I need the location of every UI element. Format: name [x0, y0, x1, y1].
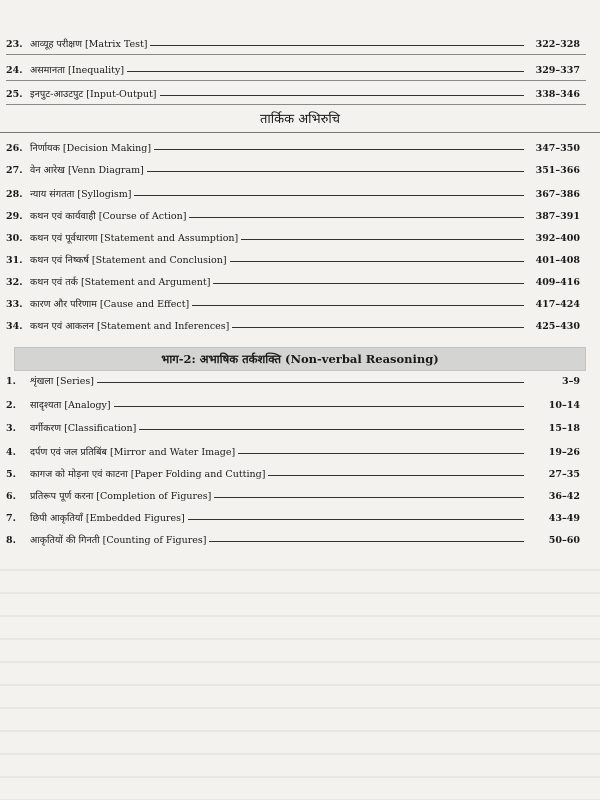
toc-entry-number: 29.	[6, 211, 23, 222]
toc-entry-number: 33.	[6, 299, 23, 310]
toc-entry-pages: 401–408	[533, 252, 580, 270]
toc-entry-title: कथन एवं कार्यवाही [Course of Action]	[30, 208, 189, 226]
toc-entry[interactable]	[6, 36, 586, 55]
toc-entry-number: 4.	[6, 447, 16, 458]
toc-entry[interactable]	[6, 466, 586, 484]
toc-entry[interactable]	[6, 186, 586, 204]
toc-entry-title: असमानता [Inequality]	[30, 62, 127, 80]
toc-entry[interactable]	[6, 296, 586, 314]
toc-entry-pages: 387–391	[533, 208, 580, 226]
toc-entry-title: कथन एवं पूर्वधारणा [Statement and Assumption]	[30, 230, 241, 248]
toc-entry-pages: 338–346	[533, 86, 580, 104]
toc-entry-title: वेन आरेख [Venn Diagram]	[30, 162, 147, 180]
toc-entry[interactable]	[6, 162, 586, 180]
toc-entry-number: 23.	[6, 39, 23, 50]
toc-entry[interactable]	[6, 62, 586, 81]
toc-entry[interactable]	[6, 532, 586, 550]
toc-entry-number: 30.	[6, 233, 23, 244]
toc-entry-title: सादृश्यता [Analogy]	[30, 397, 114, 415]
toc-entry[interactable]	[6, 86, 586, 105]
toc-entry-pages: 347–350	[533, 140, 580, 158]
toc-entry-title: छिपी आकृतियाँ [Embedded Figures]	[30, 510, 188, 528]
toc-entry-pages: 19–26	[546, 444, 580, 462]
section-heading-logical-aptitude	[0, 108, 600, 133]
toc-entry[interactable]	[6, 252, 586, 270]
toc-entry-number: 32.	[6, 277, 23, 288]
toc-entry-title: आकृतियों की गिनती [Counting of Figures]	[30, 532, 209, 550]
toc-entry-number: 1.	[6, 376, 16, 387]
toc-entry-title: कथन एवं निष्कर्ष [Statement and Conclusion]	[30, 252, 230, 270]
toc-entry-number: 34.	[6, 321, 23, 332]
toc-entry[interactable]	[6, 318, 586, 336]
toc-entry-pages: 367–386	[533, 186, 580, 204]
dot-leader-line	[30, 382, 524, 383]
toc-entry-title: इनपुट-आउटपुट [Input-Output]	[30, 86, 160, 104]
toc-entry-number: 8.	[6, 535, 16, 546]
toc-entry-title: कारण और परिणाम [Cause and Effect]	[30, 296, 192, 314]
toc-entry-title: कथन एवं आकलन [Statement and Inferences]	[30, 318, 232, 336]
toc-entry[interactable]	[6, 397, 586, 415]
toc-entry[interactable]	[6, 420, 586, 438]
toc-entry-title: आव्यूह परीक्षण [Matrix Test]	[30, 36, 150, 54]
toc-entry-pages: 329–337	[533, 62, 580, 80]
toc-entry-number: 24.	[6, 65, 23, 76]
toc-entry[interactable]	[6, 444, 586, 462]
toc-entry-title: दर्पण एवं जल प्रतिबिंब [Mirror and Water Image]	[30, 444, 238, 462]
toc-entry-pages: 15–18	[546, 420, 580, 438]
toc-entry[interactable]	[6, 140, 586, 158]
toc-entry-pages: 392–400	[533, 230, 580, 248]
toc-entry-pages: 43–49	[546, 510, 580, 528]
toc-entry-pages: 425–430	[533, 318, 580, 336]
toc-entry-pages: 36–42	[546, 488, 580, 506]
toc-entry-pages: 351–366	[533, 162, 580, 180]
toc-entry-pages: 322–328	[533, 36, 580, 54]
toc-entry-number: 27.	[6, 165, 23, 176]
toc-entry-title: कथन एवं तर्क [Statement and Argument]	[30, 274, 213, 292]
toc-entry-pages: 27–35	[546, 466, 580, 484]
toc-entry[interactable]	[6, 373, 586, 391]
toc-entry-title: न्याय संगतता [Syllogism]	[30, 186, 134, 204]
toc-entry-pages: 417–424	[533, 296, 580, 314]
toc-entry-number: 31.	[6, 255, 23, 266]
toc-entry[interactable]	[6, 208, 586, 226]
toc-entry-number: 5.	[6, 469, 16, 480]
toc-entry-number: 3.	[6, 423, 16, 434]
toc-entry-title: प्रतिरूप पूर्ण करना [Completion of Figures]	[30, 488, 214, 506]
toc-entry[interactable]	[6, 274, 586, 292]
section-heading-text: तार्किक अभिरुचि	[259, 112, 341, 127]
toc-entry-number: 25.	[6, 89, 23, 100]
toc-entry-pages: 3–9	[559, 373, 580, 391]
toc-entry-number: 2.	[6, 400, 16, 411]
toc-entry-pages: 10–14	[546, 397, 580, 415]
section-heading-text: भाग-2: अभाषिक तर्कशक्ति (Non-verbal Reasoning)	[161, 352, 439, 366]
toc-entry-title: कागज को मोड़ना एवं काटना [Paper Folding and Cutting]	[30, 466, 268, 484]
toc-entry-number: 6.	[6, 491, 16, 502]
toc-entry-title: शृंखला [Series]	[30, 373, 97, 391]
toc-entry-pages: 50–60	[546, 532, 580, 550]
toc-entry-number: 7.	[6, 513, 16, 524]
toc-entry[interactable]	[6, 488, 586, 506]
toc-entry-number: 28.	[6, 189, 23, 200]
section-heading-non-verbal	[14, 347, 586, 371]
toc-entry-number: 26.	[6, 143, 23, 154]
toc-entry[interactable]	[6, 230, 586, 248]
toc-entry-pages: 409–416	[533, 274, 580, 292]
toc-entry[interactable]	[6, 510, 586, 528]
toc-entry-title: निर्णायक [Decision Making]	[30, 140, 154, 158]
bleed-through-background	[0, 548, 600, 800]
toc-entry-title: वर्गीकरण [Classification]	[30, 420, 139, 438]
